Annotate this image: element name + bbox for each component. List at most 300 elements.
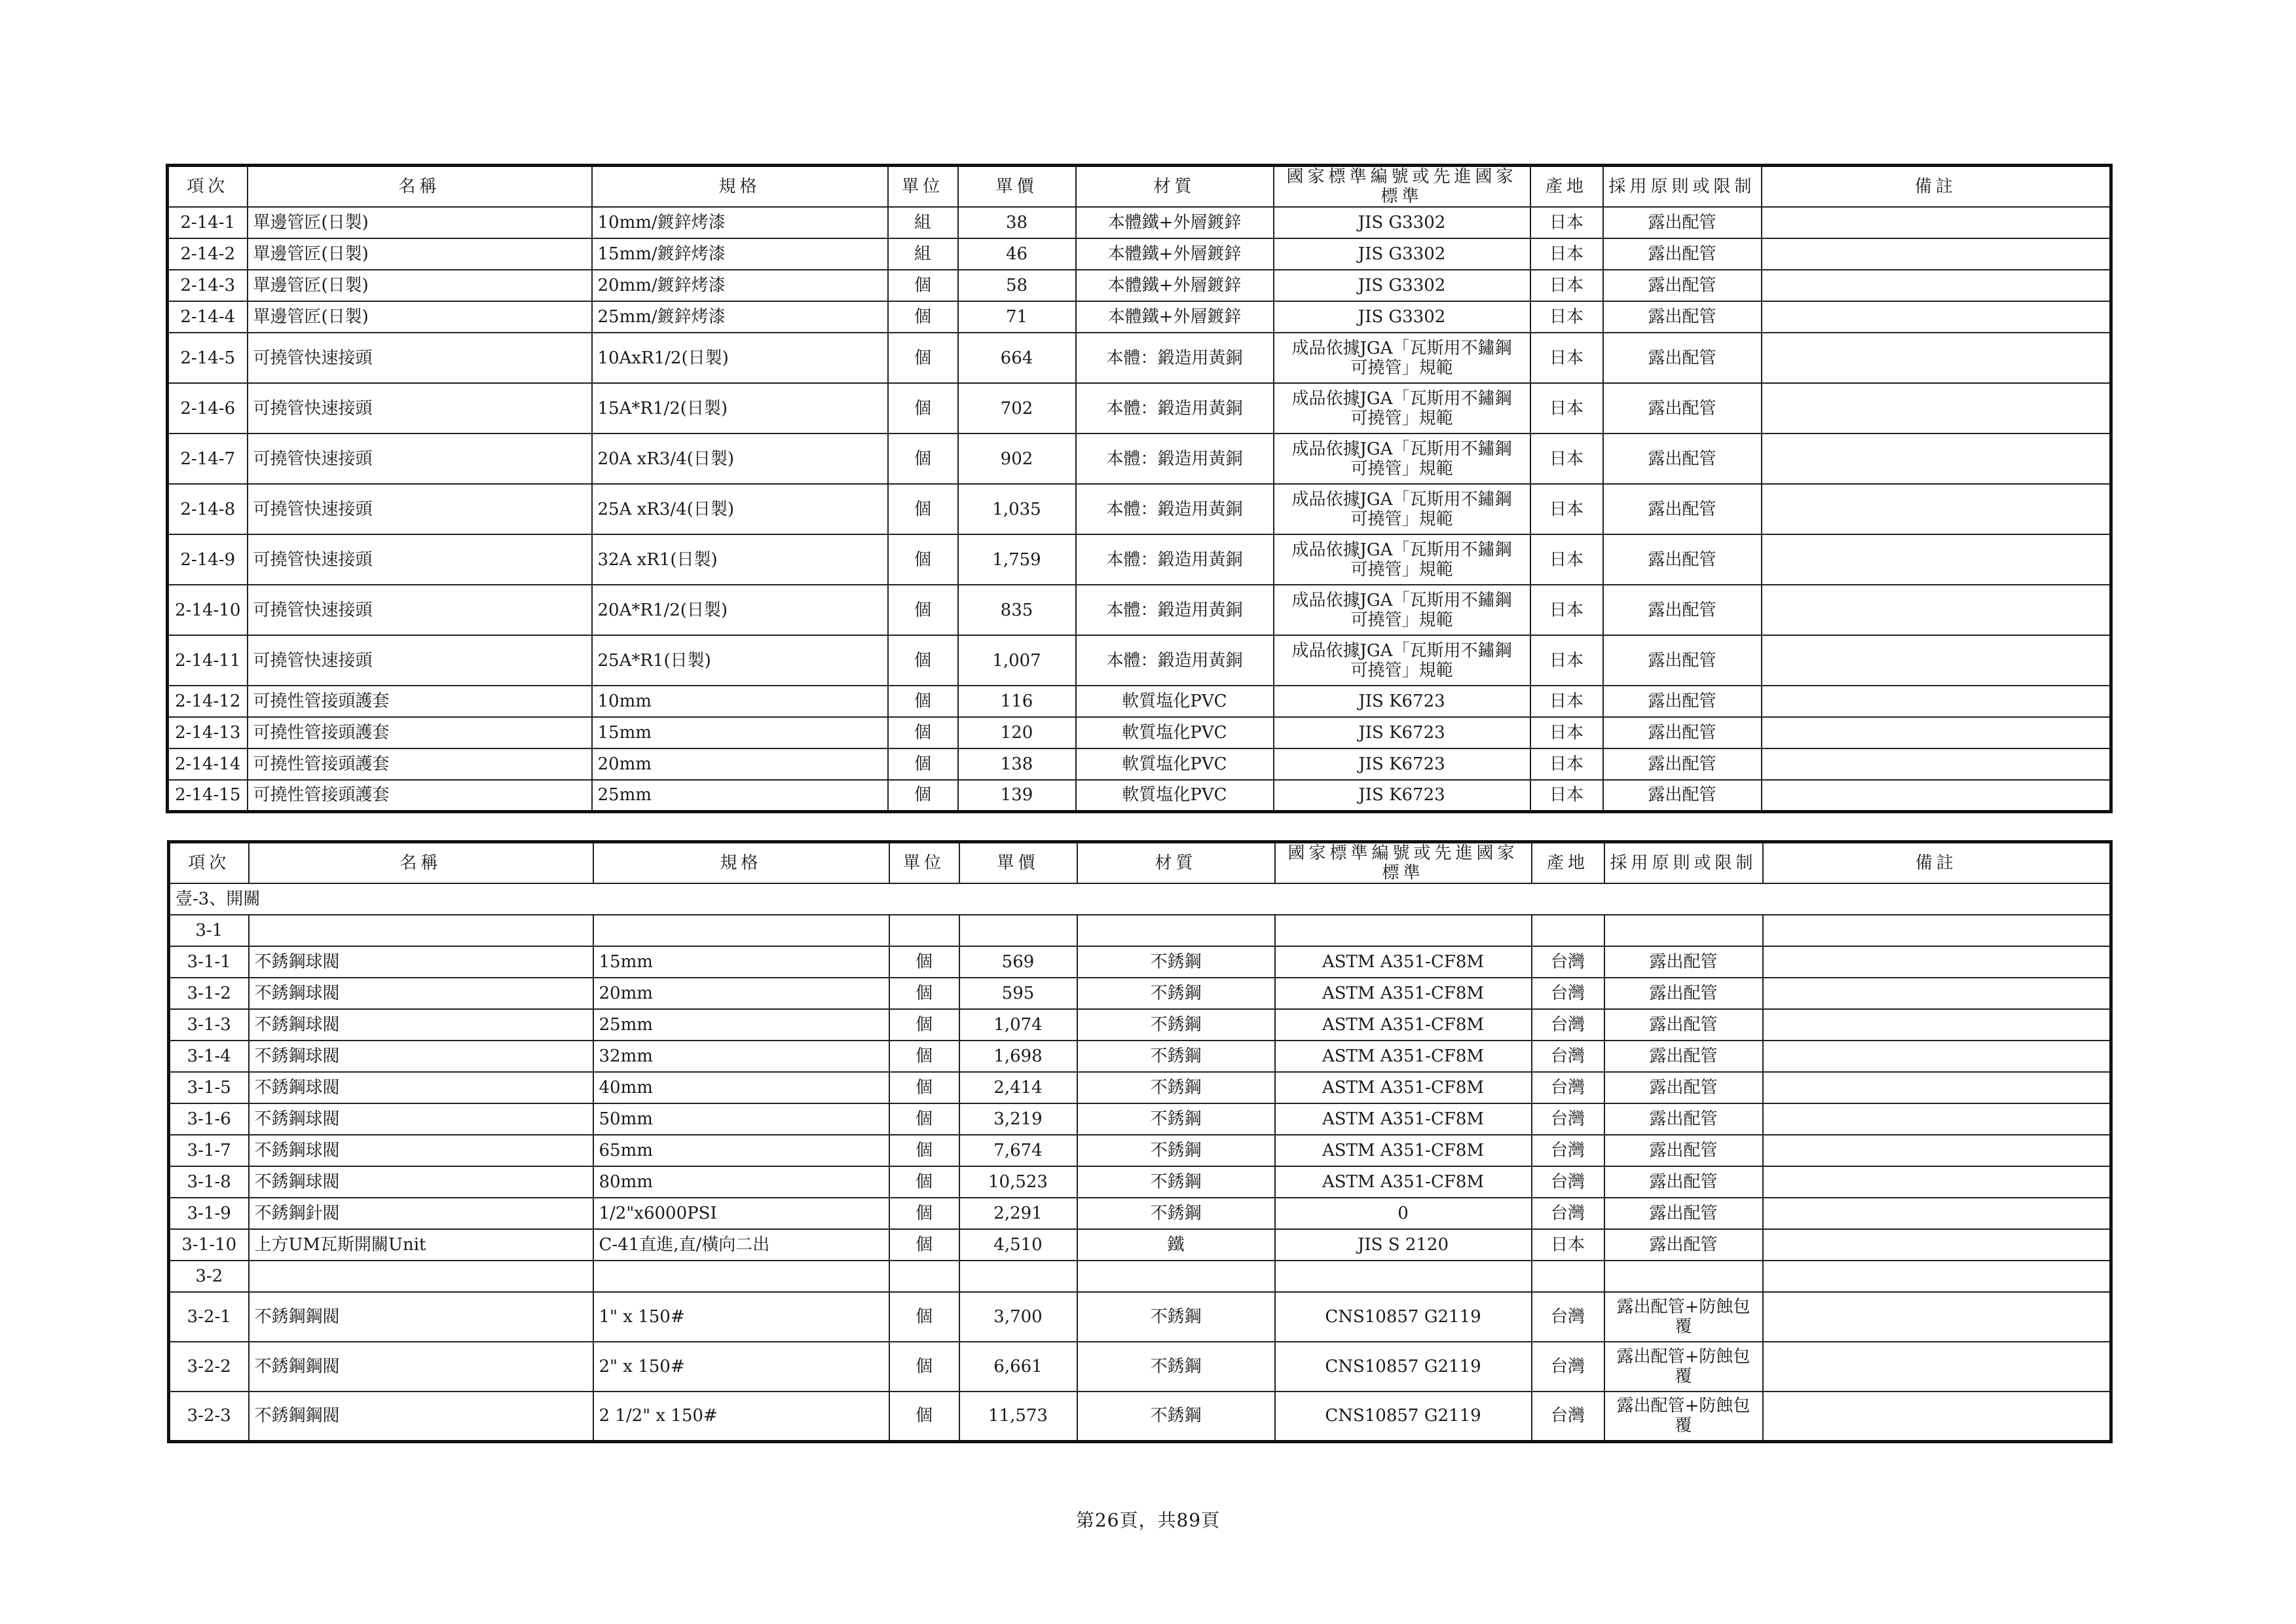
item-unit: 個 (889, 1103, 959, 1135)
item-material: 不銹鋼 (1077, 1072, 1275, 1103)
item-limit: 露出配管 (1603, 717, 1762, 748)
item-origin: 日本 (1530, 686, 1603, 717)
item-unit: 個 (888, 686, 958, 717)
item-origin: 日本 (1530, 780, 1603, 811)
header-limit: 採用原則或限制 (1603, 166, 1762, 208)
item-material: 不銹鋼 (1077, 1392, 1275, 1441)
item-note (1763, 1229, 2111, 1261)
item-price: 10,523 (959, 1166, 1077, 1198)
item-standard: ASTM A351-CF8M (1275, 1072, 1532, 1103)
item-standard: ASTM A351-CF8M (1275, 1166, 1532, 1198)
table-row (168, 434, 2111, 484)
item-unit: 個 (889, 1041, 959, 1072)
item-material: 不銹鋼 (1077, 1198, 1275, 1229)
item-note (1763, 978, 2111, 1009)
item-limit: 露出配管 (1604, 946, 1763, 978)
item-material: 不銹鋼 (1077, 1041, 1275, 1072)
item-price: 38 (958, 207, 1076, 238)
item-name: 可撓性管接頭護套 (248, 748, 592, 780)
table-row (169, 1103, 2111, 1135)
item-name: 可撓管快速接頭 (248, 434, 592, 484)
item-spec: 32mm (593, 1041, 889, 1072)
item-unit: 個 (889, 1198, 959, 1229)
item-limit: 露出配管+防蝕包 覆 (1604, 1292, 1763, 1342)
item-standard: CNS10857 G2119 (1275, 1392, 1532, 1441)
header-standard: 國家標準編號或先進國家標準 (1274, 166, 1530, 208)
item-spec: 2 1/2" x 150# (593, 1392, 889, 1441)
item-name: 可撓管快速接頭 (248, 333, 592, 383)
item-note (1762, 780, 2111, 811)
item-note (1762, 484, 2111, 534)
item-note (1763, 1292, 2111, 1342)
item-price: 1,759 (958, 534, 1076, 585)
item-name: 不銹鋼鋼閥 (249, 1392, 593, 1441)
item-unit: 個 (888, 717, 958, 748)
item-id: 3-2-2 (169, 1342, 249, 1392)
item-material: 本體：鍛造用黃銅 (1076, 585, 1274, 635)
table-row (169, 1292, 2111, 1342)
table-row (169, 1072, 2111, 1103)
item-material: 不銹鋼 (1077, 1342, 1275, 1392)
item-material: 軟質塩化PVC (1076, 748, 1274, 780)
price-table-2 (167, 840, 2113, 1443)
item-limit: 露出配管 (1604, 1009, 1763, 1041)
item-origin: 台灣 (1532, 1041, 1604, 1072)
item-note (1763, 1198, 2111, 1229)
item-standard: ASTM A351-CF8M (1275, 1135, 1532, 1166)
header-name: 名稱 (249, 842, 593, 884)
item-standard: 成品依據JGA「瓦斯用不鏽鋼 可撓管」規範 (1274, 635, 1530, 686)
item-standard: JIS K6723 (1274, 748, 1530, 780)
item-origin: 日本 (1530, 635, 1603, 686)
item-origin: 日本 (1530, 534, 1603, 585)
header-id: 項次 (169, 842, 249, 884)
item-unit: 組 (888, 207, 958, 238)
item-spec: 15A*R1/2(日製) (592, 383, 888, 434)
item-price: 835 (958, 585, 1076, 635)
item-material: 不銹鋼 (1077, 1292, 1275, 1342)
item-id: 3-1-1 (169, 946, 249, 978)
item-note (1763, 1135, 2111, 1166)
item-price: 664 (958, 333, 1076, 383)
table-row (168, 534, 2111, 585)
item-unit: 個 (888, 270, 958, 301)
header-origin: 產地 (1530, 166, 1603, 208)
item-id: 2-14-10 (168, 585, 248, 635)
item-id: 2-14-12 (168, 686, 248, 717)
item-id: 3-1-10 (169, 1229, 249, 1261)
item-unit: 個 (888, 434, 958, 484)
item-unit: 個 (888, 534, 958, 585)
item-limit: 露出配管 (1603, 270, 1762, 301)
item-material: 軟質塩化PVC (1076, 717, 1274, 748)
item-limit: 露出配管 (1604, 1166, 1763, 1198)
item-standard: JIS K6723 (1274, 780, 1530, 811)
item-material: 不銹鋼 (1077, 978, 1275, 1009)
item-name: 不銹鋼球閥 (249, 1135, 593, 1166)
item-spec: 10mm/鍍鋅烤漆 (592, 207, 888, 238)
item-unit: 個 (889, 978, 959, 1009)
item-price: 2,291 (959, 1198, 1077, 1229)
item-standard: ASTM A351-CF8M (1275, 1041, 1532, 1072)
item-origin: 日本 (1530, 238, 1603, 270)
item-id: 3-1-2 (169, 978, 249, 1009)
item-origin: 台灣 (1532, 1198, 1604, 1229)
item-spec: 10mm (592, 686, 888, 717)
item-limit: 露出配管 (1604, 1229, 1763, 1261)
item-spec: 25mm (592, 780, 888, 811)
header-origin: 產地 (1532, 842, 1604, 884)
item-spec: 65mm (593, 1135, 889, 1166)
item-standard: JIS S 2120 (1275, 1229, 1532, 1261)
item-name: 不銹鋼鋼閥 (249, 1342, 593, 1392)
item-name: 單邊管匠(日製) (248, 301, 592, 333)
item-name: 上方UM瓦斯開關Unit (249, 1229, 593, 1261)
item-spec: 15mm (592, 717, 888, 748)
item-spec: 20mm/鍍鋅烤漆 (592, 270, 888, 301)
item-standard: 成品依據JGA「瓦斯用不鏽鋼 可撓管」規範 (1274, 383, 1530, 434)
item-material: 不銹鋼 (1077, 1166, 1275, 1198)
item-note (1762, 686, 2111, 717)
item-price: 1,007 (958, 635, 1076, 686)
item-name: 不銹鋼球閥 (249, 946, 593, 978)
item-limit: 露出配管 (1603, 383, 1762, 434)
item-origin: 日本 (1530, 484, 1603, 534)
item-origin: 日本 (1530, 383, 1603, 434)
item-standard: 成品依據JGA「瓦斯用不鏽鋼 可撓管」規範 (1274, 534, 1530, 585)
item-unit: 個 (889, 1135, 959, 1166)
item-id: 3-1-7 (169, 1135, 249, 1166)
item-limit: 露出配管 (1603, 748, 1762, 780)
item-name: 不銹鋼球閥 (249, 1072, 593, 1103)
item-id: 2-14-7 (168, 434, 248, 484)
item-origin: 台灣 (1532, 1009, 1604, 1041)
item-unit: 個 (888, 635, 958, 686)
item-standard: ASTM A351-CF8M (1275, 1009, 1532, 1041)
item-standard: ASTM A351-CF8M (1275, 946, 1532, 978)
item-limit: 露出配管+防蝕包 覆 (1604, 1342, 1763, 1392)
item-standard: CNS10857 G2119 (1275, 1292, 1532, 1342)
item-origin: 台灣 (1532, 1392, 1604, 1441)
item-name: 不銹鋼球閥 (249, 1103, 593, 1135)
item-limit: 露出配管 (1603, 635, 1762, 686)
group-id: 3-2 (169, 1261, 249, 1292)
table-row (169, 1041, 2111, 1072)
table-row (168, 780, 2111, 811)
item-note (1762, 383, 2111, 434)
item-note (1762, 434, 2111, 484)
header-limit: 採用原則或限制 (1604, 842, 1763, 884)
item-name: 可撓性管接頭護套 (248, 686, 592, 717)
header-material: 材質 (1076, 166, 1274, 208)
group-row (169, 1261, 2111, 1292)
item-spec: 40mm (593, 1072, 889, 1103)
item-name: 單邊管匠(日製) (248, 238, 592, 270)
item-unit: 個 (889, 1166, 959, 1198)
item-note (1762, 238, 2111, 270)
header-price: 單價 (958, 166, 1076, 208)
item-id: 2-14-9 (168, 534, 248, 585)
item-spec: 32A xR1(日製) (592, 534, 888, 585)
item-limit: 露出配管 (1603, 585, 1762, 635)
item-spec: 20A*R1/2(日製) (592, 585, 888, 635)
item-price: 1,698 (959, 1041, 1077, 1072)
item-note (1762, 748, 2111, 780)
item-name: 不銹鋼球閥 (249, 978, 593, 1009)
item-id: 3-1-4 (169, 1041, 249, 1072)
item-price: 595 (959, 978, 1077, 1009)
item-id: 2-14-3 (168, 270, 248, 301)
item-material: 本體：鍛造用黃銅 (1076, 333, 1274, 383)
item-note (1763, 946, 2111, 978)
item-id: 2-14-15 (168, 780, 248, 811)
item-limit: 露出配管 (1603, 686, 1762, 717)
table-row (168, 717, 2111, 748)
item-limit: 露出配管 (1604, 1103, 1763, 1135)
item-origin: 日本 (1530, 748, 1603, 780)
item-material: 本體：鍛造用黃銅 (1076, 484, 1274, 534)
item-name: 可撓性管接頭護套 (248, 717, 592, 748)
item-standard: JIS G3302 (1274, 238, 1530, 270)
item-material: 本體：鍛造用黃銅 (1076, 635, 1274, 686)
item-id: 3-1-9 (169, 1198, 249, 1229)
item-standard: JIS K6723 (1274, 717, 1530, 748)
group-row (169, 915, 2111, 946)
item-note (1763, 1342, 2111, 1392)
item-standard: 成品依據JGA「瓦斯用不鏽鋼 可撓管」規範 (1274, 434, 1530, 484)
item-origin: 日本 (1530, 434, 1603, 484)
item-note (1763, 1103, 2111, 1135)
item-name: 單邊管匠(日製) (248, 207, 592, 238)
item-note (1762, 207, 2111, 238)
item-origin: 日本 (1530, 270, 1603, 301)
item-standard: ASTM A351-CF8M (1275, 978, 1532, 1009)
item-spec: 25A xR3/4(日製) (592, 484, 888, 534)
item-price: 120 (958, 717, 1076, 748)
group-id: 3-1 (169, 915, 249, 946)
item-origin: 台灣 (1532, 946, 1604, 978)
table-row (169, 1135, 2111, 1166)
table-row (168, 585, 2111, 635)
item-name: 單邊管匠(日製) (248, 270, 592, 301)
item-spec: 25A*R1(日製) (592, 635, 888, 686)
item-id: 2-14-5 (168, 333, 248, 383)
item-spec: 20A xR3/4(日製) (592, 434, 888, 484)
item-origin: 日本 (1530, 717, 1603, 748)
page-number: 第26頁，共89頁 (1075, 1509, 1221, 1531)
table-header-row (168, 166, 2111, 208)
item-material: 軟質塩化PVC (1076, 686, 1274, 717)
item-note (1762, 717, 2111, 748)
item-limit: 露出配管 (1604, 1072, 1763, 1103)
item-standard: ASTM A351-CF8M (1275, 1103, 1532, 1135)
item-price: 7,674 (959, 1135, 1077, 1166)
item-unit: 組 (888, 238, 958, 270)
item-limit: 露出配管 (1604, 978, 1763, 1009)
item-spec: 10AxR1/2(日製) (592, 333, 888, 383)
item-material: 本體鐵+外層鍍鋅 (1076, 301, 1274, 333)
table-row (168, 686, 2111, 717)
item-limit: 露出配管 (1604, 1198, 1763, 1229)
item-origin: 日本 (1530, 301, 1603, 333)
item-price: 4,510 (959, 1229, 1077, 1261)
item-limit: 露出配管 (1603, 301, 1762, 333)
item-origin: 台灣 (1532, 1342, 1604, 1392)
item-spec: 25mm/鍍鋅烤漆 (592, 301, 888, 333)
item-origin: 台灣 (1532, 978, 1604, 1009)
item-spec: 15mm/鍍鋅烤漆 (592, 238, 888, 270)
item-id: 2-14-11 (168, 635, 248, 686)
item-unit: 個 (889, 1292, 959, 1342)
item-id: 3-1-6 (169, 1103, 249, 1135)
item-spec: C-41直進,直/橫向二出 (593, 1229, 889, 1261)
header-unit: 單位 (889, 842, 959, 884)
item-limit: 露出配管 (1603, 484, 1762, 534)
table-row (168, 301, 2111, 333)
header-id: 項次 (168, 166, 248, 208)
item-id: 3-2-1 (169, 1292, 249, 1342)
item-material: 本體：鍛造用黃銅 (1076, 383, 1274, 434)
item-origin: 台灣 (1532, 1072, 1604, 1103)
item-spec: 20mm (592, 748, 888, 780)
item-standard: JIS G3302 (1274, 301, 1530, 333)
item-name: 可撓管快速接頭 (248, 635, 592, 686)
item-origin: 台灣 (1532, 1103, 1604, 1135)
table-row (169, 1342, 2111, 1392)
item-limit: 露出配管 (1603, 238, 1762, 270)
item-note (1763, 1392, 2111, 1441)
table-row (169, 1009, 2111, 1041)
item-standard: JIS G3302 (1274, 207, 1530, 238)
item-id: 2-14-13 (168, 717, 248, 748)
item-price: 11,573 (959, 1392, 1077, 1441)
item-note (1762, 301, 2111, 333)
item-note (1763, 1072, 2111, 1103)
table-row (168, 270, 2111, 301)
table-row (169, 1229, 2111, 1261)
item-unit: 個 (889, 1342, 959, 1392)
item-unit: 個 (888, 484, 958, 534)
item-unit: 個 (888, 333, 958, 383)
item-material: 不銹鋼 (1077, 946, 1275, 978)
item-unit: 個 (888, 780, 958, 811)
item-price: 138 (958, 748, 1076, 780)
item-price: 3,700 (959, 1292, 1077, 1342)
table-row (169, 1166, 2111, 1198)
item-limit: 露出配管 (1603, 780, 1762, 811)
table-row (168, 635, 2111, 686)
item-price: 1,035 (958, 484, 1076, 534)
item-price: 46 (958, 238, 1076, 270)
item-price: 1,074 (959, 1009, 1077, 1041)
item-origin: 日本 (1532, 1229, 1604, 1261)
header-standard: 國家標準編號或先進國家標準 (1275, 842, 1532, 884)
item-limit: 露出配管 (1603, 333, 1762, 383)
header-price: 單價 (959, 842, 1077, 884)
item-note (1762, 333, 2111, 383)
table-row (169, 978, 2111, 1009)
item-price: 569 (959, 946, 1077, 978)
item-origin: 日本 (1530, 585, 1603, 635)
item-limit: 露出配管 (1603, 207, 1762, 238)
item-id: 2-14-1 (168, 207, 248, 238)
header-name: 名稱 (248, 166, 592, 208)
item-note (1763, 1166, 2111, 1198)
item-spec: 1/2"x6000PSI (593, 1198, 889, 1229)
item-limit: 露出配管 (1603, 534, 1762, 585)
item-origin: 日本 (1530, 333, 1603, 383)
item-id: 2-14-14 (168, 748, 248, 780)
item-standard: 成品依據JGA「瓦斯用不鏽鋼 可撓管」規範 (1274, 484, 1530, 534)
item-origin: 日本 (1530, 207, 1603, 238)
header-spec: 規格 (592, 166, 888, 208)
item-id: 3-1-3 (169, 1009, 249, 1041)
item-price: 6,661 (959, 1342, 1077, 1392)
item-note (1762, 635, 2111, 686)
item-limit: 露出配管+防蝕包 覆 (1604, 1392, 1763, 1441)
item-note (1763, 1041, 2111, 1072)
item-limit: 露出配管 (1604, 1135, 1763, 1166)
item-unit: 個 (888, 748, 958, 780)
item-limit: 露出配管 (1603, 434, 1762, 484)
item-id: 2-14-2 (168, 238, 248, 270)
item-name: 不銹鋼球閥 (249, 1166, 593, 1198)
item-unit: 個 (888, 383, 958, 434)
item-spec: 20mm (593, 978, 889, 1009)
header-spec: 規格 (593, 842, 889, 884)
item-id: 2-14-8 (168, 484, 248, 534)
item-material: 鐵 (1077, 1229, 1275, 1261)
table-row (169, 1198, 2111, 1229)
item-name: 不銹鋼球閥 (249, 1041, 593, 1072)
item-unit: 個 (889, 1009, 959, 1041)
item-spec: 25mm (593, 1009, 889, 1041)
item-name: 可撓管快速接頭 (248, 383, 592, 434)
section-row (169, 883, 2111, 915)
item-limit: 露出配管 (1604, 1041, 1763, 1072)
table-row (169, 946, 2111, 978)
item-standard: 成品依據JGA「瓦斯用不鏽鋼 可撓管」規範 (1274, 585, 1530, 635)
item-unit: 個 (888, 585, 958, 635)
item-origin: 台灣 (1532, 1166, 1604, 1198)
table-row (168, 484, 2111, 534)
item-material: 本體：鍛造用黃銅 (1076, 534, 1274, 585)
item-note (1763, 1009, 2111, 1041)
item-standard: 成品依據JGA「瓦斯用不鏽鋼 可撓管」規範 (1274, 333, 1530, 383)
header-unit: 單位 (888, 166, 958, 208)
item-price: 2,414 (959, 1072, 1077, 1103)
item-name: 可撓管快速接頭 (248, 484, 592, 534)
table-row (168, 333, 2111, 383)
item-id: 3-2-3 (169, 1392, 249, 1441)
item-price: 139 (958, 780, 1076, 811)
item-material: 不銹鋼 (1077, 1009, 1275, 1041)
item-standard: CNS10857 G2119 (1275, 1342, 1532, 1392)
section-title: 壹-3、開關 (169, 883, 2111, 915)
item-unit: 個 (889, 946, 959, 978)
table-row (169, 1392, 2111, 1441)
item-name: 不銹鋼球閥 (249, 1009, 593, 1041)
item-standard: JIS G3302 (1274, 270, 1530, 301)
item-standard: JIS K6723 (1274, 686, 1530, 717)
item-standard: 0 (1275, 1198, 1532, 1229)
item-id: 3-1-8 (169, 1166, 249, 1198)
item-id: 2-14-4 (168, 301, 248, 333)
item-material: 本體：鍛造用黃銅 (1076, 434, 1274, 484)
item-price: 702 (958, 383, 1076, 434)
header-note: 備註 (1762, 166, 2111, 208)
item-note (1762, 270, 2111, 301)
